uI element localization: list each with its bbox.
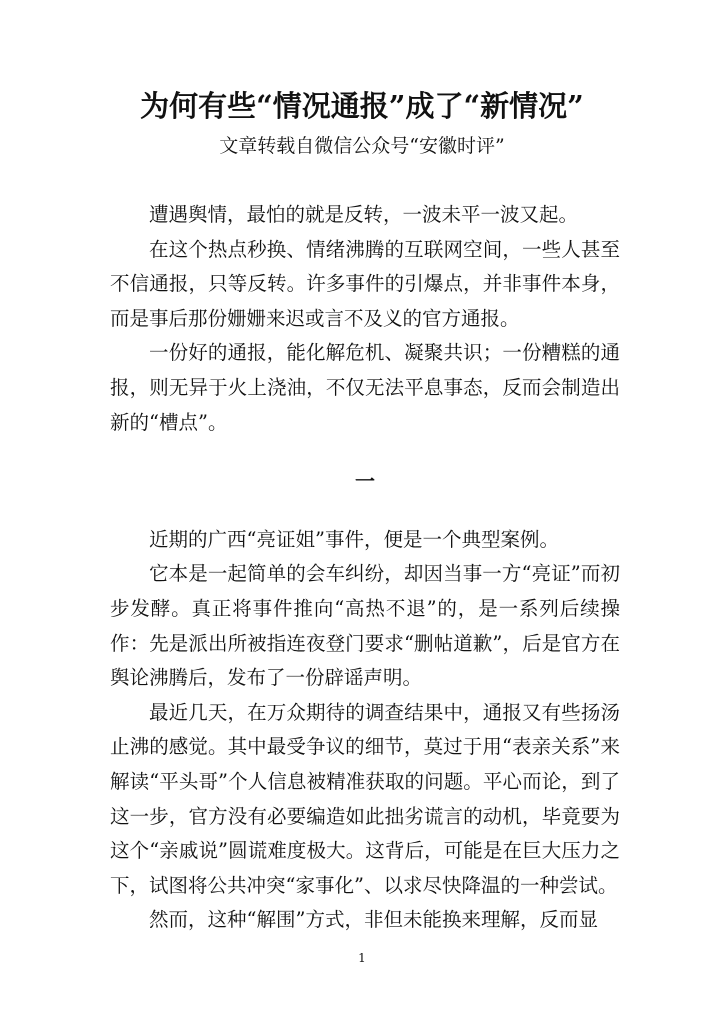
section-number: 一 xyxy=(355,469,375,494)
paragraph: 遭遇舆情，最怕的就是反转，一波未平一波又起。 xyxy=(149,203,579,226)
page-number: 1 xyxy=(358,951,366,965)
article-body xyxy=(110,198,620,938)
paragraph: 然而，这种“解围”方式，非但未能换来理解，反而显 xyxy=(149,908,598,932)
paragraph: 它本是一起简单的会车纠纷，却因当事一方“亮证”而初步发酵。真正将事件推向“高热不退”的，是一系列后续操作：先是派出所被指连夜登门要求“删帖道歉”，后是官方在舆论沸腾后，发布了一份辟谣声明。 xyxy=(110,562,620,690)
article-source: 文章转载自微信公众号“安徽时评” xyxy=(219,135,505,157)
paragraph: 最近几天，在万众期待的调查结果中，通报又有些扬汤止沸的感觉。其中最受争议的细节，莫过于用“表亲关系”来解读“平头哥”个人信息被精准获取的问题。平心而论，到了这一步，官方没有必要编造如此拙劣谎言的动机，毕竟要为这个“亲戚说”圆谎难度极大。这背后，可能是在巨大压力之下，试图将公共冲突“家事化”、以求尽快降温的一种尝试。 xyxy=(110,700,620,897)
paragraph: 近期的广西“亮证姐”事件，便是一个典型案例。 xyxy=(149,527,559,551)
article-title: 为何有些“情况通报”成了“新情况” xyxy=(140,89,584,123)
section-spacer xyxy=(110,440,620,464)
paragraph: 一份好的通报，能化解危机、凝聚共识；一份糟糕的通报，则无异于火上浇油，不仅无法平息事态，反而会制造出新的“槽点”。 xyxy=(110,341,620,434)
paragraph: 在这个热点秒换、情绪沸腾的互联网空间，一些人甚至不信通报，只等反转。许多事件的引爆点，并非事件本身，而是事后那份姗姗来迟或言不及义的官方通报。 xyxy=(110,237,620,330)
section-spacer xyxy=(110,499,620,523)
